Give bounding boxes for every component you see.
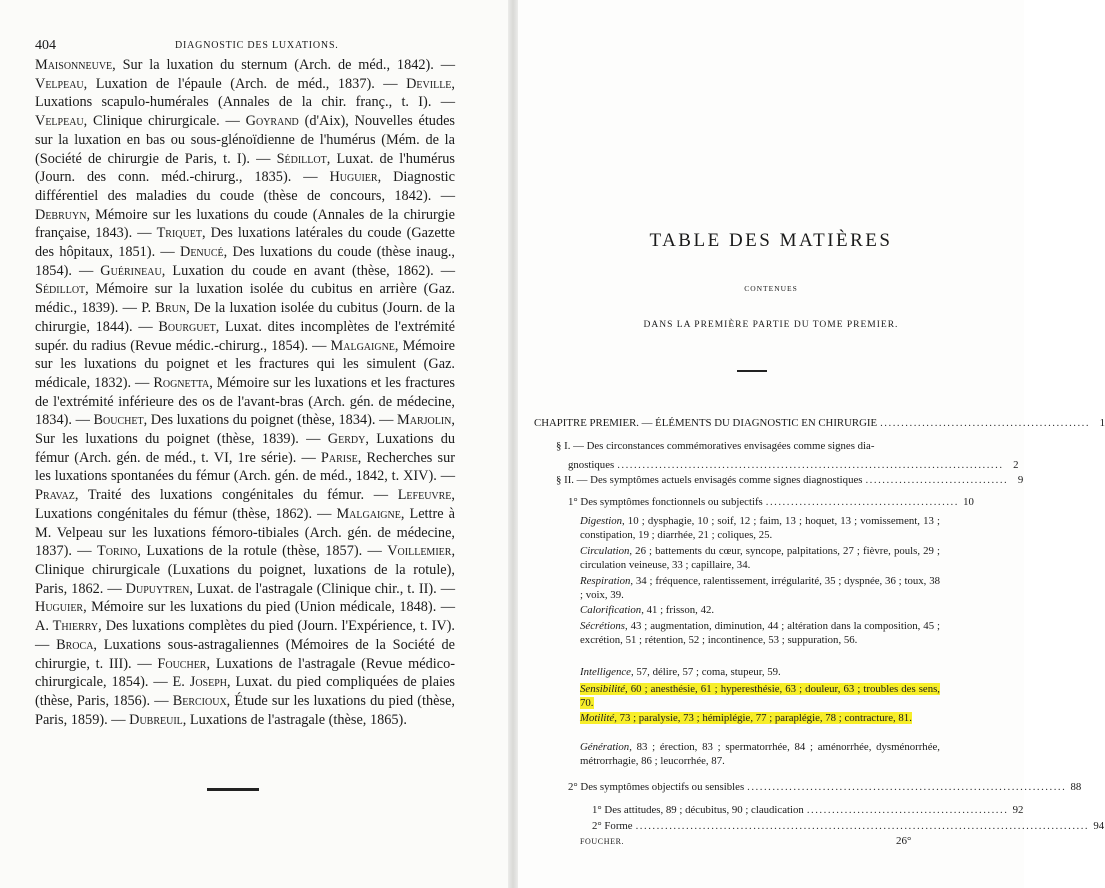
reference-text: , Mémoire sur les luxations du poignet et les fractures qui les simulent (Gaz. médicale, 1832). — xyxy=(35,337,455,391)
reference-text: , Mémoire sur les luxations du pied (Union médicale, 1848). — xyxy=(83,599,455,616)
toc-paragraph xyxy=(580,666,940,680)
reference-text: , Diagnostic différentiel des maladies du coude (thèse de concours, 1842). — xyxy=(35,169,456,204)
toc-term: Motilité xyxy=(580,712,615,724)
toc-subsection-1 xyxy=(568,496,974,510)
toc-page-number: 88 xyxy=(1070,781,1082,793)
toc-section-1: § I. — Des circonstances commémoratives envisagées comme signes dia- xyxy=(556,440,875,452)
author-name: Huguier xyxy=(35,599,84,616)
author-name: Denucé xyxy=(180,244,224,261)
reference-text: , Sur les luxations du poignet (thèse, 1839). — xyxy=(35,412,455,448)
author-name: Dubreuil xyxy=(129,711,183,728)
toc-page-number: 94 xyxy=(1093,820,1105,832)
toc-term: Intelligence xyxy=(580,666,631,678)
author-name: Bourguet xyxy=(158,318,216,335)
toc-entry-label: 1° Des symptômes fonctionnels ou subjectifs xyxy=(568,496,763,508)
author-name: Maisonneuve xyxy=(35,57,113,73)
author-name: Parise xyxy=(320,449,358,466)
reference-text: , Luxations de l'astragale (thèse, 1865). xyxy=(182,711,407,728)
toc-paragraph-highlighted xyxy=(580,683,940,710)
toc-paragraph-text: , 60 ; anesthésie, 61 ; hyperesthésie, 63 ; douleur, 63 ; troubles des sens, 70. xyxy=(580,683,940,709)
author-name: E. Joseph xyxy=(172,674,228,691)
reference-text: , Luxation de l'épaule (Arch. de méd., 1837). — xyxy=(83,75,407,92)
toc-term: Digestion xyxy=(580,515,622,527)
author-name: Sédillot xyxy=(276,150,327,167)
title-rule xyxy=(737,370,767,372)
toc-paragraph xyxy=(580,545,940,572)
toc-paragraph-text: , 83 ; érection, 83 ; spermatorrhée, 84 ; aménorrhée, dysménorrhée, métrorrhagie, 86 ; leucorrhée, 87. xyxy=(580,741,940,767)
author-name: Velpeau xyxy=(35,113,84,130)
book-gutter xyxy=(508,0,518,888)
reference-text: , Traité des luxations congénitales du fémur. — xyxy=(74,487,398,504)
reference-text: , Luxation du coude en avant (thèse, 1862). — xyxy=(161,262,456,279)
running-head xyxy=(35,38,465,54)
author-name: Gerdy xyxy=(327,431,366,448)
author-name: Triquet xyxy=(156,225,202,242)
reference-text: , Clinique chirurgicale. — xyxy=(83,113,246,130)
toc-subtitle-2: DANS LA PREMIÈRE PARTIE DU TOME PREMIER. xyxy=(643,320,899,330)
reference-text: , Des luxations du coude (thèse inaug., 1854). — xyxy=(35,244,456,279)
reference-text: , De la luxation isolée du cubitus (Journ. de la chirurgie, 1844). — xyxy=(35,300,455,335)
toc-paragraph-text: , 34 ; fréquence, ralentissement, irrégularité, 35 ; dyspnée, 36 ; toux, 38 ; voix, 39. xyxy=(580,575,940,601)
reference-text: , Luxations du fémur (Arch. gén. de méd., t. VI, 1re série). — xyxy=(35,431,456,466)
reference-text: , Luxat. de l'humérus (Journ. des conn. méd.-chirurg., 1835). — xyxy=(35,150,455,186)
toc-entry-label: 2° Des symptômes objectifs ou sensibles xyxy=(568,781,745,793)
toc-paragraph xyxy=(580,515,940,542)
toc-paragraph-text: , 43 ; augmentation, diminution, 44 ; altération dans la composition, 45 ; excrétion, 51 ; rétention, 52 ; incontinence, 53 ; suppuration, 56. xyxy=(580,620,940,646)
reference-text: , Mémoire sur les luxations du coude (Annales de la chirurgie française, 1843). — xyxy=(35,206,455,242)
author-name: Voillemier xyxy=(387,543,452,560)
author-name: Marjolin xyxy=(397,412,452,429)
reference-text: , Des luxations latérales du coude (Gazette des hôpitaux, 1851). — xyxy=(35,225,455,261)
reference-text: , Mémoire sur les luxations et les fractures de l'extrémité inférieure des os de l'avant-bras (Arch. gén. de médecine, 1834). — xyxy=(35,374,455,429)
dot-leader: .................................. xyxy=(865,474,1009,486)
toc-term: Génération xyxy=(580,741,630,753)
reference-text: , Luxations sous-astragaliennes (Mémoires de la Société de chirurgie, t. III). — xyxy=(35,636,455,672)
page-number: 404 xyxy=(35,38,56,53)
toc-title: TABLE DES MATIÈRES xyxy=(649,230,893,251)
author-name: P. Brun xyxy=(141,300,187,317)
dot-leader: .................................................. xyxy=(880,417,1091,429)
reference-text: , Étude sur les luxations du pied (thèse, Paris, 1859). — xyxy=(35,692,455,728)
toc-paragraph xyxy=(580,620,940,647)
toc-subsection-2 xyxy=(568,781,1082,795)
right-page xyxy=(518,0,1105,888)
author-name: Deville xyxy=(406,75,452,92)
reference-text: (d'Aix), Nouvelles études sur la luxation en bas ou sous-glénoïdienne de l'humérus (Mém. de la (Société de chirurgie de Paris, t. I). — xyxy=(35,113,455,167)
author-name: Foucher xyxy=(157,655,207,672)
toc-chapter xyxy=(534,417,1105,431)
toc-term: Circulation xyxy=(580,545,630,557)
reference-text: , Clinique chirurgicale (Luxations du poignet, luxations de la rotule), Paris, 1862. — xyxy=(35,543,456,597)
toc-section-2 xyxy=(556,474,1024,488)
author-name: Malgaigne xyxy=(330,337,395,354)
toc-paragraph-text: , 26 ; battements du cœur, syncope, palpitations, 27 ; fièvre, pouls, 29 ; circulation veineuse, 33 ; capillaire, 34. xyxy=(580,545,940,571)
dot-leader: .............................................. xyxy=(765,496,959,508)
toc-page-number: 9 xyxy=(1017,474,1024,486)
signature-number: 26° xyxy=(896,835,912,847)
toc-term: Sécrétions xyxy=(580,620,625,632)
author-name: Bouchet xyxy=(93,412,144,429)
running-title: DIAGNOSTIC DES LUXATIONS. xyxy=(175,40,339,51)
dot-leader: ................................................ xyxy=(806,804,1009,816)
reference-text: , Luxat. dites incomplètes de l'extrémité supér. du radius (Revue médic.-chirurg., 1854). — xyxy=(35,318,455,354)
toc-page-number: 92 xyxy=(1012,804,1024,816)
reference-text: , Luxat. du pied compliquées de plaies (thèse, Paris, 1856). — xyxy=(35,674,455,709)
toc-paragraph-text: , 41 ; frisson, 42. xyxy=(641,604,715,616)
end-rule xyxy=(207,788,259,791)
author-name: Torino xyxy=(96,543,138,560)
author-name: Goyrand xyxy=(245,113,299,130)
reference-text: , Luxations de l'astragale (Revue médico-chirurgicale, 1854). — xyxy=(35,655,455,691)
author-name: Malgaigne xyxy=(336,505,401,522)
author-name: Velpeau xyxy=(35,75,84,92)
dot-leader: ............................................................................................ xyxy=(617,459,1004,471)
toc-paragraph xyxy=(580,741,940,768)
reference-text: , Luxations scapulo-humérales (Annales de la chir. franç., t. I). — xyxy=(35,75,455,111)
toc-paragraph xyxy=(580,604,940,618)
toc-term: Calorification xyxy=(580,604,642,616)
author-name: Debruyn xyxy=(35,206,87,223)
toc-subsection-2a xyxy=(592,804,1024,818)
author-name: Pravaz xyxy=(35,487,75,504)
printer-signature: FOUCHER. xyxy=(580,837,625,846)
dot-leader: ............................................................................ xyxy=(747,781,1067,793)
toc-entry-label: 1° Des attitudes, 89 ; décubitus, 90 ; claudication xyxy=(592,804,804,816)
toc-page-number: 1 xyxy=(1099,417,1105,429)
author-name: Lefeuvre xyxy=(397,487,452,504)
toc-subtitle: CONTENUES xyxy=(744,284,798,293)
toc-entry-label: gnostiques xyxy=(568,459,615,471)
toc-term: Respiration xyxy=(580,575,631,587)
toc-paragraph-text: , 10 ; dysphagie, 10 ; soif, 12 ; faim, 13 ; hoquet, 13 ; vomissement, 13 ; constipation, 19 ; diarrhée, 21 ; coliques, 25. xyxy=(580,515,940,541)
author-name: Rognetta xyxy=(153,374,210,391)
reference-text: , Mémoire sur la luxation isolée du cubitus en arrière (Gaz. médic., 1839). — xyxy=(35,281,455,317)
left-page xyxy=(0,0,508,888)
toc-entry-label: § II. — Des symptômes actuels envisagés comme signes diagnostiques xyxy=(556,474,863,486)
reference-text: , Luxat. de l'astragale (Clinique chir., t. II). — xyxy=(189,580,455,597)
toc-section-1-cont xyxy=(568,459,1019,473)
reference-text: , Recherches sur les luxations spontanées du fémur (Arch. gén. de méd., 1842, t. XIV). — xyxy=(35,449,455,485)
author-name: Bercioux xyxy=(172,692,227,709)
author-name: Dupuytren xyxy=(125,580,190,597)
toc-entry-label: CHAPITRE PREMIER. — ÉLÉMENTS DU DIAGNOSTIC EN CHIRURGIE xyxy=(534,417,878,429)
toc-subsection-2b xyxy=(592,820,1105,834)
reference-text: , Des luxations du poignet (thèse, 1834). — xyxy=(143,412,398,429)
reference-text: , Luxations de la rotule (thèse, 1857). — xyxy=(137,543,388,560)
toc-page-number: 2 xyxy=(1013,459,1019,471)
toc-paragraph-text: , 57, délire, 57 ; coma, stupeur, 59. xyxy=(630,666,781,678)
reference-text: , Sur la luxation du sternum (Arch. de méd., 1842). — xyxy=(112,57,455,73)
reference-text: , Des luxations complètes du pied (Journ. l'Expérience, t. IV). — xyxy=(35,618,456,653)
toc-term: Sensibilité xyxy=(580,683,625,695)
reference-text: , Luxations congénitales du fémur (thèse, 1862). — xyxy=(35,487,455,522)
dot-leader: ............................................................................................................ xyxy=(635,820,1090,832)
toc-page-number: 10 xyxy=(963,496,974,508)
toc-entry-label: 2° Forme xyxy=(592,820,633,832)
toc-paragraph xyxy=(580,575,940,602)
toc-paragraph-text: , 73 ; paralysie, 73 ; hémiplégie, 77 ; paraplégie, 78 ; contracture, 81. xyxy=(614,712,912,724)
author-name: A. Thierry xyxy=(35,618,99,635)
author-name: Sédillot xyxy=(35,281,86,298)
bibliography-paragraph xyxy=(35,56,455,729)
toc-paragraph-highlighted xyxy=(580,712,940,726)
author-name: Broca xyxy=(56,636,94,653)
reference-text: , Lettre à M. Velpeau sur les luxations fémoro-tibiales (Arch. gén. de médecine, 1837). — xyxy=(35,505,456,560)
author-name: Guérineau xyxy=(100,262,162,279)
author-name: Huguier xyxy=(329,169,378,186)
